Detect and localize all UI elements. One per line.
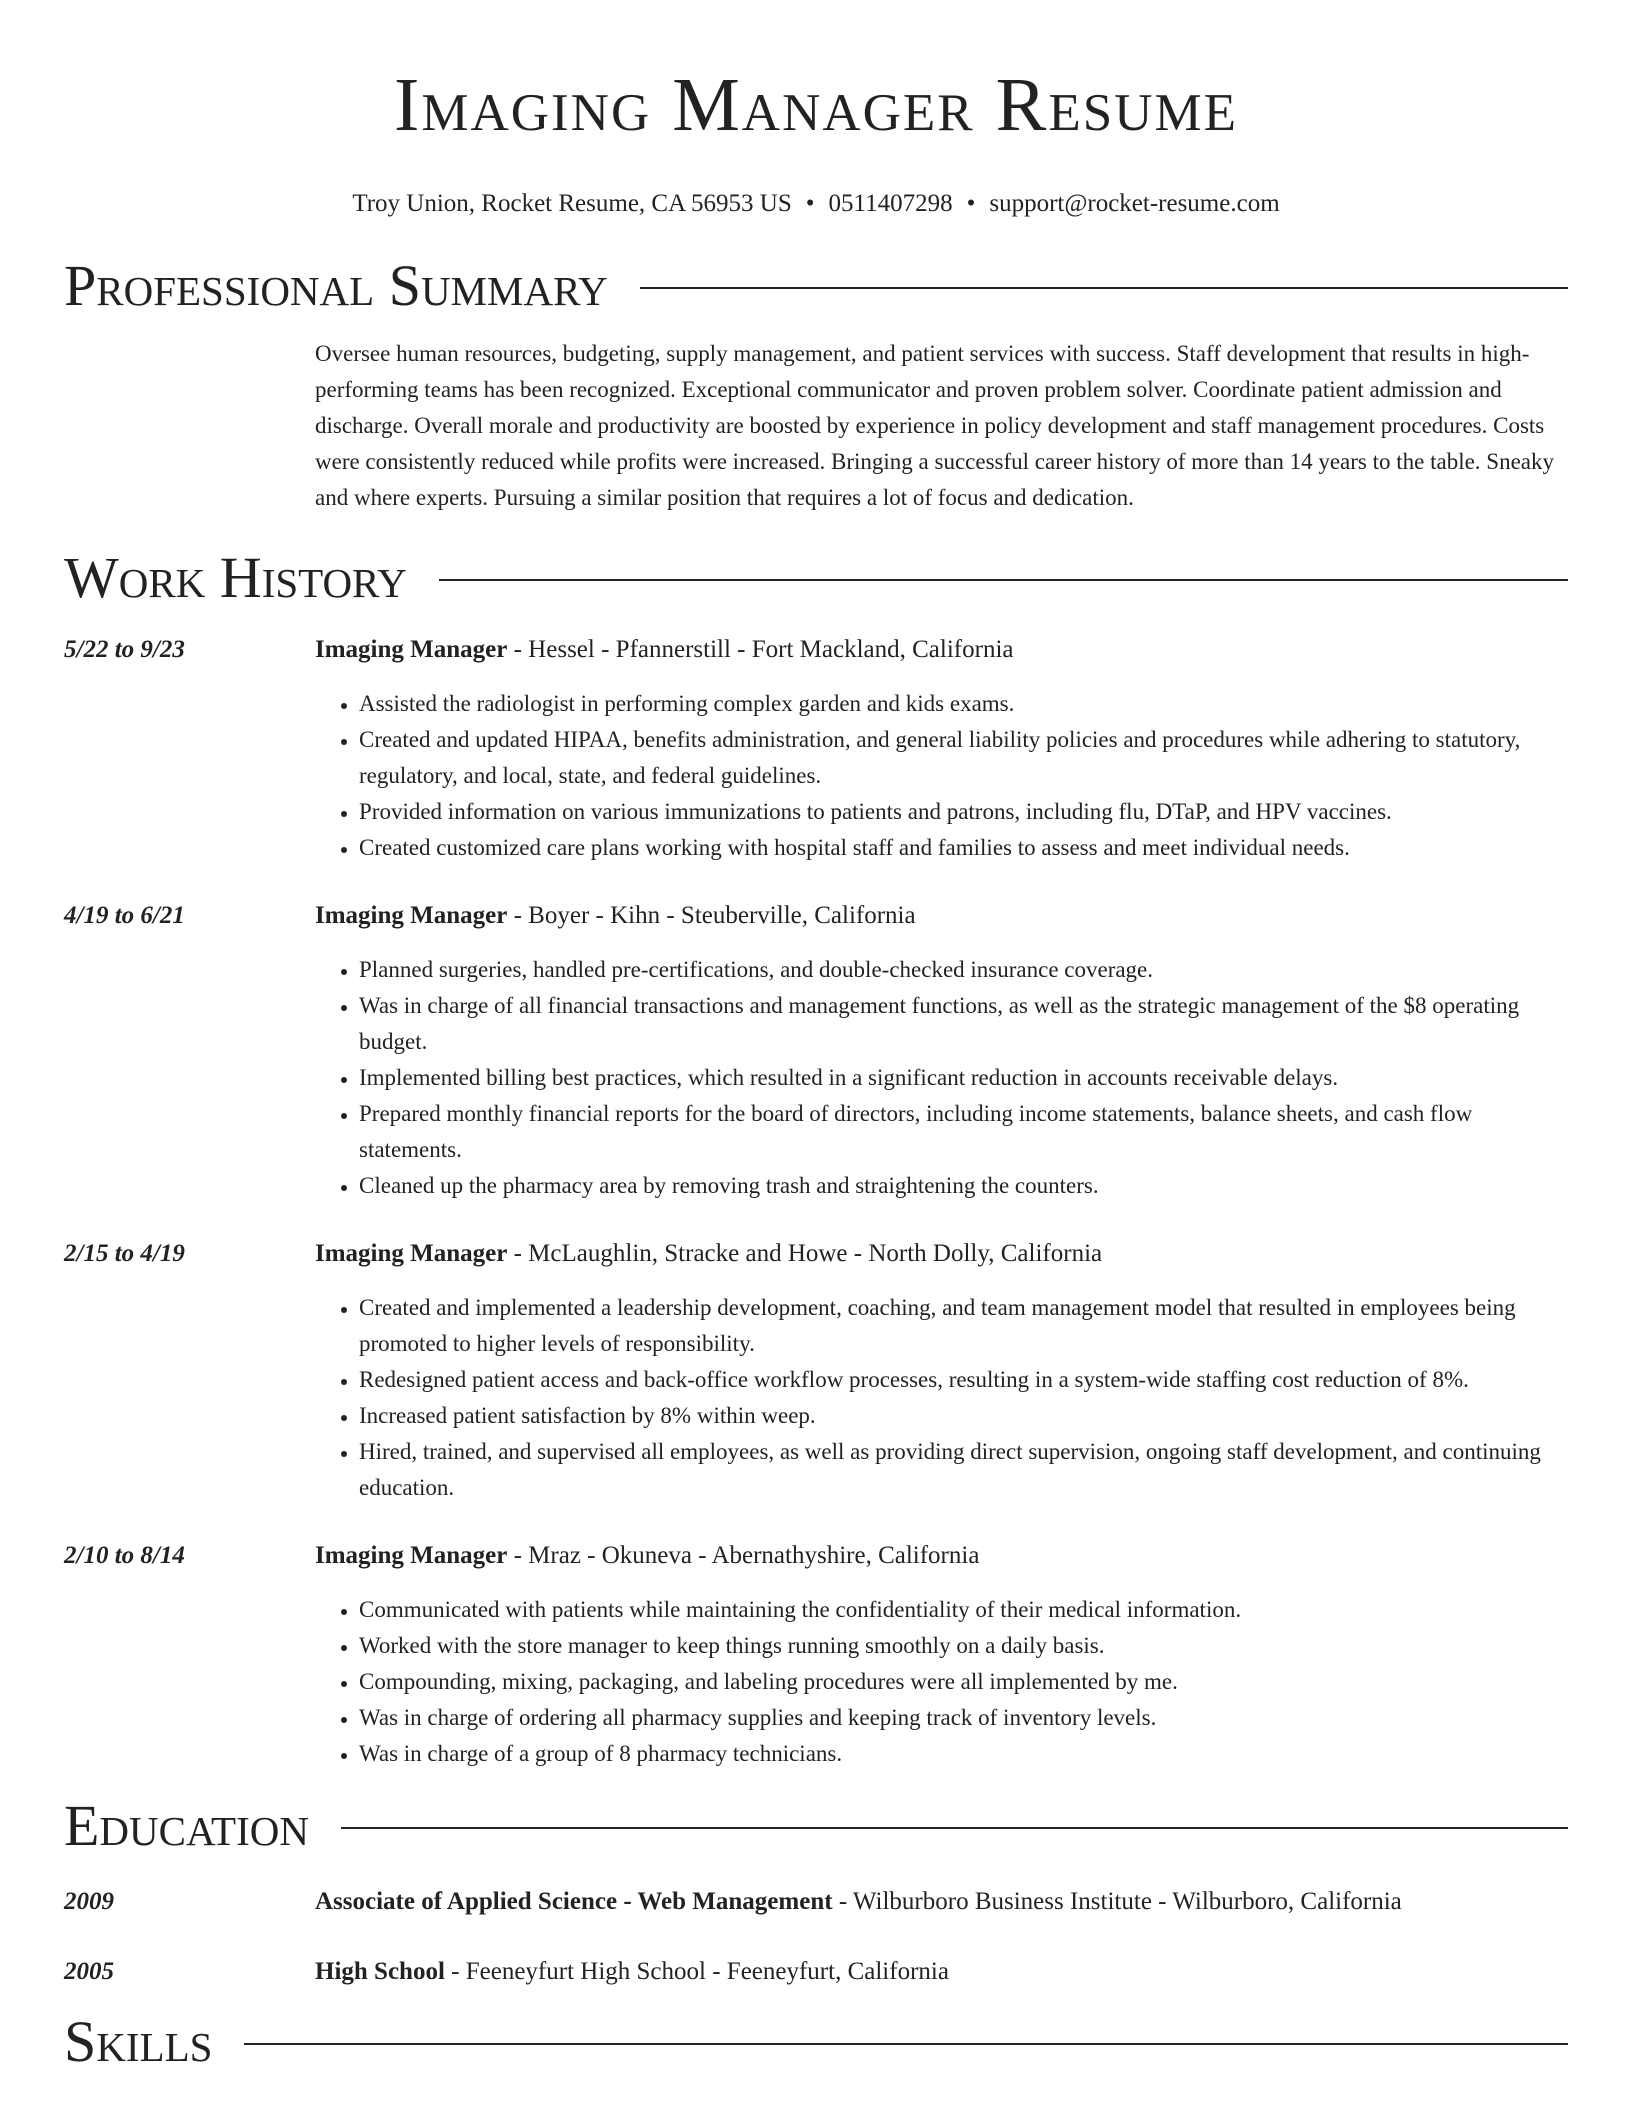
- job-entry: [64, 632, 1568, 866]
- work-heading: Work History: [64, 545, 407, 610]
- education-details: - Wilburboro Business Institute - Wilburboro, California: [832, 1888, 1402, 1915]
- summary-heading: Professional Summary: [64, 253, 608, 318]
- contact-address: Troy Union, Rocket Resume, CA 56953 US: [352, 190, 792, 217]
- job-bullet: • Worked with the store manager to keep things running smoothly on a daily basis.: [359, 1628, 1568, 1664]
- job-dates: 2/15 to 4/19: [64, 1240, 185, 1267]
- contact-email[interactable]: support@rocket-resume.com: [989, 190, 1280, 217]
- job-bullets: [315, 1592, 1568, 1772]
- job-bullet: • Was in charge of a group of 8 pharmacy technicians.: [359, 1736, 1568, 1772]
- job-bullet: • Redesigned patient access and back-office workflow processes, resulting in a system-wide staffing cost reduction of 8%.: [359, 1362, 1568, 1398]
- job-details: - Mraz - Okuneva - Abernathyshire, California: [507, 1542, 980, 1569]
- section-divider: [640, 287, 1568, 289]
- job-title: Imaging Manager: [315, 636, 508, 663]
- education-content: [315, 1954, 1568, 1990]
- education-year: 2005: [64, 1958, 114, 1985]
- contact-separator: •: [966, 190, 976, 217]
- contact-line: [64, 188, 1568, 220]
- job-content: [315, 1538, 1568, 1772]
- job-dates: 5/22 to 9/23: [64, 636, 185, 663]
- job-title: Imaging Manager: [315, 1240, 508, 1267]
- section-divider: [244, 2043, 1568, 2045]
- job-title: Imaging Manager: [315, 1542, 508, 1569]
- education-year: 2009: [64, 1888, 114, 1915]
- job-bullet: • Communicated with patients while maintaining the confidentiality of their medical information.: [359, 1592, 1568, 1628]
- job-bullet: • Created and updated HIPAA, benefits administration, and general liability policies and procedures while adhering to statutory, regulatory, and local, state, and federal guidelines.: [359, 722, 1568, 794]
- job-content: [315, 898, 1568, 1204]
- page-title: Imaging Manager Resume: [394, 63, 1238, 147]
- job-bullet: • Created and implemented a leadership development, coaching, and team management model that resulted in employees being promoted to higher levels of responsibility.: [359, 1290, 1568, 1362]
- job-bullets: [315, 952, 1568, 1204]
- section-divider: [439, 579, 1568, 581]
- job-content: [315, 632, 1568, 866]
- job-details: - Boyer - Kihn - Steuberville, California: [507, 902, 916, 929]
- job-details: - McLaughlin, Stracke and Howe - North Dolly, California: [507, 1240, 1103, 1267]
- job-bullet: • Hired, trained, and supervised all employees, as well as providing direct supervision, ongoing staff development, and continuing education.: [359, 1434, 1568, 1506]
- contact-phone: 0511407298: [828, 190, 953, 217]
- education-entry: [64, 1954, 1568, 1990]
- education-content: [315, 1884, 1568, 1920]
- job-details: - Hessel - Pfannerstill - Fort Mackland, California: [507, 636, 1014, 663]
- skills-section-header: [64, 2010, 1568, 2074]
- education-details: - Feeneyfurt High School - Feeneyfurt, California: [444, 1958, 949, 1985]
- education-entry: [64, 1884, 1568, 1920]
- work-section-header: [64, 546, 1568, 610]
- job-bullet: • Cleaned up the pharmacy area by removing trash and straightening the counters.: [359, 1168, 1568, 1204]
- job-bullets: [315, 686, 1568, 866]
- job-bullet: • Implemented billing best practices, which resulted in a significant reduction in accounts receivable delays.: [359, 1060, 1568, 1096]
- education-heading: Education: [64, 1793, 309, 1858]
- job-bullet: • Created customized care plans working with hospital staff and families to assess and meet individual needs.: [359, 830, 1568, 866]
- education-degree: High School: [315, 1958, 445, 1985]
- resume-page: [64, 0, 1568, 2074]
- job-dates: 2/10 to 8/14: [64, 1542, 185, 1569]
- job-entry: [64, 1538, 1568, 1772]
- job-title: Imaging Manager: [315, 902, 508, 929]
- job-entry: [64, 1236, 1568, 1506]
- job-bullet: • Assisted the radiologist in performing complex garden and kids exams.: [359, 686, 1568, 722]
- job-bullet: • Was in charge of all financial transactions and management functions, as well as the strategic management of the $8 operating budget.: [359, 988, 1568, 1060]
- education-degree: Associate of Applied Science - Web Management: [315, 1888, 833, 1915]
- summary-section-header: [64, 254, 1568, 318]
- job-bullet: • Was in charge of ordering all pharmacy supplies and keeping track of inventory levels.: [359, 1700, 1568, 1736]
- job-bullet: • Provided information on various immunizations to patients and patrons, including flu, DTaP, and HPV vaccines.: [359, 794, 1568, 830]
- job-content: [315, 1236, 1568, 1506]
- job-bullets: [315, 1290, 1568, 1506]
- job-bullet: • Compounding, mixing, packaging, and labeling procedures were all implemented by me.: [359, 1664, 1568, 1700]
- job-entry: [64, 898, 1568, 1204]
- section-divider: [341, 1827, 1568, 1829]
- skills-heading: Skills: [64, 2009, 213, 2074]
- job-bullet: • Planned surgeries, handled pre-certifications, and double-checked insurance coverage.: [359, 952, 1568, 988]
- summary-text: Oversee human resources, budgeting, supply management, and patient services with success. Staff development that results in high-performing teams has been recognized. Exceptional communicator and proven problem solver. Coordinate patient admission and discharge. Overall morale and productivity are boosted by experience in policy development and staff management procedures. Costs were consistently reduced while profits were increased. Bringing a successful career history of more than 14 years to the table. Sneaky and where experts. Pursuing a similar position that requires a lot of focus and dedication.: [315, 341, 1555, 510]
- job-title-line: [315, 1236, 1568, 1272]
- education-section-header: [64, 1794, 1568, 1858]
- job-dates: 4/19 to 6/21: [64, 902, 185, 929]
- job-title-line: [315, 632, 1568, 668]
- job-bullet: • Prepared monthly financial reports for the board of directors, including income statements, balance sheets, and cash flow statements.: [359, 1096, 1568, 1168]
- contact-separator: •: [805, 190, 815, 217]
- job-title-line: [315, 1538, 1568, 1574]
- job-title-line: [315, 898, 1568, 934]
- job-bullet: • Increased patient satisfaction by 8% within weep.: [359, 1398, 1568, 1434]
